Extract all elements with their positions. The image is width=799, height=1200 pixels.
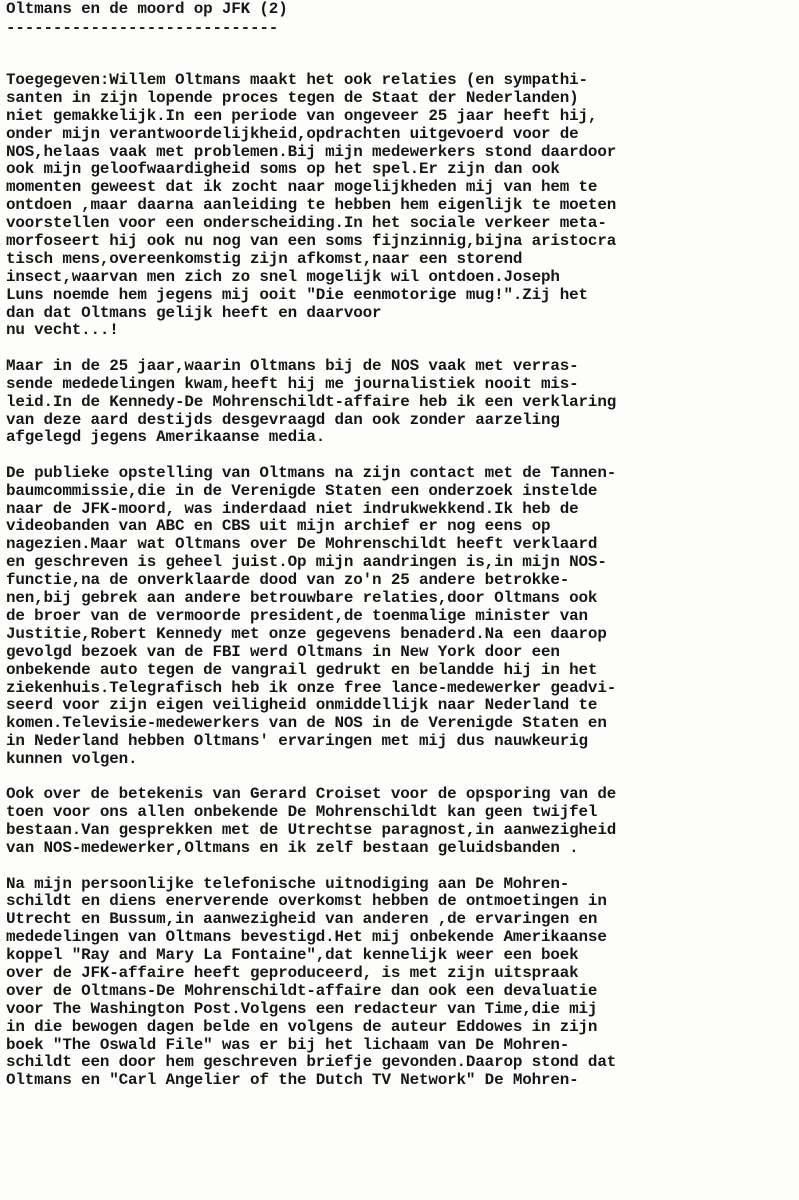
text-line: in Nederland hebben Oltmans' ervaringen met mij dus nauwkeurig bbox=[6, 732, 588, 751]
text-line: van NOS-medewerker,Oltmans en ik zelf bestaan geluidsbanden . bbox=[6, 839, 579, 858]
text-line: over de JFK-affaire heeft geproduceerd, is met zijn uitspraak bbox=[6, 963, 579, 982]
text-line: komen.Televisie-medewerkers van de NOS in de Verenigde Staten en bbox=[6, 714, 607, 733]
document-body bbox=[6, 0, 796, 1090]
text-line: leid.In de Kennedy-De Mohrenschildt-affaire heb ik een verklaring bbox=[6, 392, 617, 411]
text-line: over de Oltmans-De Mohrenschildt-affaire dan ook een devaluatie bbox=[6, 981, 598, 1000]
text-line: NOS,helaas vaak met problemen.Bij mijn medewerkers stond daardoor bbox=[6, 142, 617, 161]
text-line: Utrecht en Bussum,in aanwezigheid van anderen ,de ervaringen en bbox=[6, 910, 598, 929]
text-line: nen,bij gebrek aan andere betrouwbare relaties,door Oltmans ook bbox=[6, 589, 598, 608]
text-line: nu vecht...! bbox=[6, 321, 119, 340]
paragraph-4 bbox=[6, 786, 796, 858]
text-line: ontdoen ,maar daarna aanleiding te hebben hem eigenlijk te moeten bbox=[6, 196, 617, 215]
text-line: onbekende auto tegen de vangrail gedrukt en belandde hij in het bbox=[6, 660, 598, 679]
text-line: koppel "Ray and Mary La Fontaine",dat kennelijk weer een boek bbox=[6, 946, 579, 965]
text-line: ziekenhuis.Telegrafisch heb ik onze free lance-medewerker geadvi- bbox=[6, 678, 617, 697]
text-line: momenten geweest dat ik zocht naar mogelijkheden mij van hem te bbox=[6, 178, 598, 197]
text-line: schildt en diens enerverende overkomst hebben de ontmoetingen in bbox=[6, 892, 607, 911]
text-line: Luns noemde hem jegens mij ooit "Die eenmotorige mug!".Zij het bbox=[6, 285, 588, 304]
text-line: De publieke opstelling van Oltmans na zijn contact met de Tannen- bbox=[6, 463, 617, 482]
text-line: ook mijn geloofwaardigheid soms op het spel.Er zijn dan ook bbox=[6, 160, 560, 179]
text-line: onder mijn verantwoordelijkheid,opdrachten uitgevoerd voor de bbox=[6, 124, 579, 143]
text-line: bestaan.Van gesprekken met de Utrechtse paragnost,in aanwezigheid bbox=[6, 821, 617, 840]
text-line: boek "The Oswald File" was er bij het lichaam van De Mohren- bbox=[6, 1035, 570, 1054]
text-line: Oltmans en "Carl Angelier of the Dutch TV Network" De Mohren- bbox=[6, 1071, 579, 1090]
text-line: baumcommissie,die in de Verenigde Staten een onderzoek instelde bbox=[6, 481, 598, 500]
paragraph-5 bbox=[6, 876, 796, 1091]
text-line: seerd voor zijn eigen veiligheid onmiddellijk naar Nederland te bbox=[6, 696, 598, 715]
text-line: Ook over de betekenis van Gerard Croiset voor de opsporing van de bbox=[6, 785, 617, 804]
document-title: Oltmans en de moord op JFK (2) bbox=[6, 0, 288, 18]
title-underline: ----------------------------- bbox=[6, 19, 279, 37]
text-line: van deze aard destijds desgevraagd dan ook zonder aarzeling bbox=[6, 410, 560, 429]
text-line: voor The Washington Post.Volgens een redacteur van Time,die mij bbox=[6, 999, 598, 1018]
text-line: insect,waarvan men zich zo snel mogelijk wil ontdoen.Joseph bbox=[6, 267, 560, 286]
spacer bbox=[6, 38, 796, 72]
text-line: sende mededelingen kwam,heeft hij me journalistiek nooit mis- bbox=[6, 374, 579, 393]
spacer bbox=[6, 858, 796, 876]
text-line: gevolgd bezoek van de FBI werd Oltmans in New York door een bbox=[6, 642, 560, 661]
text-line: toen voor ons allen onbekende De Mohrenschildt kan geen twijfel bbox=[6, 803, 598, 822]
spacer bbox=[6, 447, 796, 465]
spacer bbox=[6, 340, 796, 358]
text-line: de broer van de vermoorde president,de toenmalige minister van bbox=[6, 606, 588, 625]
text-line: in die bewogen dagen belde en volgens de auteur Eddowes in zijn bbox=[6, 1017, 598, 1036]
text-line: tisch mens,overeenkomstig zijn afkomst,naar een storend bbox=[6, 249, 523, 268]
text-line: Toegegeven:Willem Oltmans maakt het ook relaties (en sympathi- bbox=[6, 71, 588, 89]
text-line: Justitie,Robert Kennedy met onze gegevens benaderd.Na een daarop bbox=[6, 624, 607, 643]
spacer bbox=[6, 769, 796, 787]
text-line: Maar in de 25 jaar,waarin Oltmans bij de NOS vaak met verras- bbox=[6, 356, 579, 375]
text-line: niet gemakkelijk.In een periode van ongeveer 25 jaar heeft hij, bbox=[6, 106, 598, 125]
paragraph-3 bbox=[6, 465, 796, 769]
text-line: nagezien.Maar wat Oltmans over De Mohrenschildt heeft verklaard bbox=[6, 535, 598, 554]
text-line: en geschreven is geheel juist.Op mijn aandringen is,in mijn NOS- bbox=[6, 553, 607, 572]
text-line: afgelegd jegens Amerikaanse media. bbox=[6, 428, 326, 447]
paragraph-2 bbox=[6, 358, 796, 447]
text-line: videobanden van ABC en CBS uit mijn archief er nog eens op bbox=[6, 517, 551, 536]
text-line: santen in zijn lopende proces tegen de Staat der Nederlanden) bbox=[6, 88, 579, 107]
text-line: naar de JFK-moord, was inderdaad niet indrukwekkend.Ik heb de bbox=[6, 499, 579, 518]
text-line: Na mijn persoonlijke telefonische uitnodiging aan De Mohren- bbox=[6, 874, 570, 893]
text-line: kunnen volgen. bbox=[6, 750, 138, 769]
text-line: functie,na de onverklaarde dood van zo'n 25 andere betrokke- bbox=[6, 571, 570, 590]
text-line: dan dat Oltmans gelijk heeft en daarvoor bbox=[6, 303, 382, 322]
paragraph-1 bbox=[6, 72, 796, 340]
text-line: schildt een door hem geschreven briefje gevonden.Daarop stond dat bbox=[6, 1053, 617, 1072]
text-line: mededelingen van Oltmans bevestigd.Het mij onbekende Amerikaanse bbox=[6, 928, 607, 947]
text-line: voorstellen voor een onderscheiding.In het sociale verkeer meta- bbox=[6, 214, 607, 233]
text-line: morfoseert hij ook nu nog van een soms fijnzinnig,bijna aristocra bbox=[6, 232, 617, 251]
